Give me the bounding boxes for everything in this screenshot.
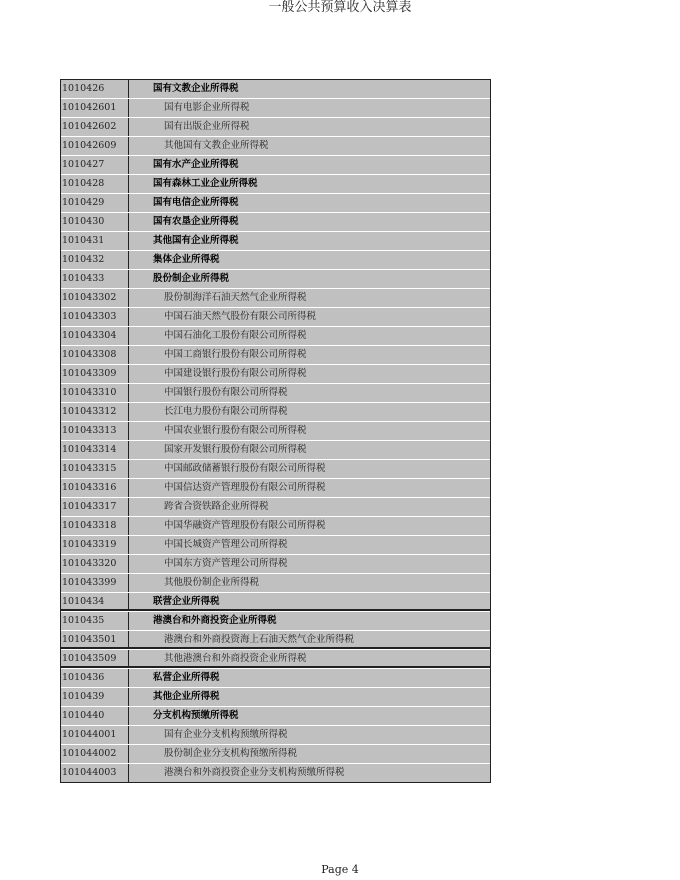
row-code: 101042602 (60, 118, 129, 137)
row-name: 股份制企业所得税 (129, 270, 492, 289)
page-title: 一般公共预算收入决算表 (268, 0, 412, 15)
row-name: 中国石油化工股份有限公司所得税 (129, 327, 492, 346)
row-code: 1010427 (60, 156, 129, 175)
row-name: 中国石油天然气股份有限公司所得税 (129, 308, 492, 327)
row-name: 中国建设银行股份有限公司所得税 (129, 365, 492, 384)
table-row (60, 156, 491, 175)
section-divider (60, 609, 491, 611)
row-name: 中国银行股份有限公司所得税 (129, 384, 492, 403)
table-row (60, 555, 491, 574)
table-row (60, 384, 491, 403)
row-name: 中国东方资产管理公司所得税 (129, 555, 492, 574)
table-row (60, 365, 491, 384)
table-row (60, 517, 491, 536)
row-code: 101043304 (60, 327, 129, 346)
row-name: 其他企业所得税 (129, 688, 492, 707)
table-row (60, 669, 491, 688)
table-row (60, 536, 491, 555)
row-code: 1010439 (60, 688, 129, 707)
row-name: 国家开发银行股份有限公司所得税 (129, 441, 492, 460)
row-name: 私营企业所得税 (129, 669, 492, 688)
row-code: 101043312 (60, 403, 129, 422)
row-name: 集体企业所得税 (129, 251, 492, 270)
table-row (60, 707, 491, 726)
row-name: 联营企业所得税 (129, 593, 492, 612)
row-name: 中国农业银行股份有限公司所得税 (129, 422, 492, 441)
row-code: 101042601 (60, 99, 129, 118)
table-row (60, 688, 491, 707)
table-row (60, 498, 491, 517)
table-row (60, 194, 491, 213)
page-number: Page 4 (321, 863, 359, 876)
row-code: 101043310 (60, 384, 129, 403)
row-name: 其他港澳台和外商投资企业所得税 (129, 650, 492, 669)
table-row (60, 574, 491, 593)
row-name: 国有电信企业所得税 (129, 194, 492, 213)
row-name: 国有农垦企业所得税 (129, 213, 492, 232)
row-code: 101043319 (60, 536, 129, 555)
row-code: 101043309 (60, 365, 129, 384)
row-name: 港澳台和外商投资企业分支机构预缴所得税 (129, 764, 492, 783)
section-divider (60, 647, 491, 649)
row-code: 101044001 (60, 726, 129, 745)
row-name: 其他国有文教企业所得税 (129, 137, 492, 156)
section-divider (60, 666, 491, 668)
row-name: 长江电力股份有限公司所得税 (129, 403, 492, 422)
row-code: 101043317 (60, 498, 129, 517)
row-name: 股份制企业分支机构预缴所得税 (129, 745, 492, 764)
row-code: 101043303 (60, 308, 129, 327)
row-code: 101042609 (60, 137, 129, 156)
row-code: 101043302 (60, 289, 129, 308)
row-name: 国有出版企业所得税 (129, 118, 492, 137)
table-row (60, 270, 491, 289)
row-code: 1010440 (60, 707, 129, 726)
row-code: 1010436 (60, 669, 129, 688)
row-name: 其他国有企业所得税 (129, 232, 492, 251)
row-name: 国有文教企业所得税 (129, 80, 492, 99)
row-name: 中国工商银行股份有限公司所得税 (129, 346, 492, 365)
table-row (60, 441, 491, 460)
row-name: 国有森林工业企业所得税 (129, 175, 492, 194)
table-row (60, 422, 491, 441)
table-row (60, 726, 491, 745)
row-code: 1010430 (60, 213, 129, 232)
table-row (60, 764, 491, 783)
table-row (60, 745, 491, 764)
table-row (60, 80, 491, 99)
row-code: 1010429 (60, 194, 129, 213)
row-code: 1010435 (60, 612, 129, 631)
row-code: 101043399 (60, 574, 129, 593)
row-name: 国有企业分支机构预缴所得税 (129, 726, 492, 745)
row-code: 101043314 (60, 441, 129, 460)
row-name: 其他股份制企业所得税 (129, 574, 492, 593)
row-code: 101044002 (60, 745, 129, 764)
row-name: 国有水产企业所得税 (129, 156, 492, 175)
table-row (60, 99, 491, 118)
row-name: 中国华融资产管理股份有限公司所得税 (129, 517, 492, 536)
table-row (60, 327, 491, 346)
row-name: 跨省合资铁路企业所得税 (129, 498, 492, 517)
budget-table (60, 79, 491, 783)
row-code: 101043320 (60, 555, 129, 574)
row-name: 港澳台和外商投资海上石油天然气企业所得税 (129, 631, 492, 650)
row-code: 1010434 (60, 593, 129, 612)
row-name: 股份制海洋石油天然气企业所得税 (129, 289, 492, 308)
table-row (60, 308, 491, 327)
table-row (60, 479, 491, 498)
row-code: 1010433 (60, 270, 129, 289)
row-code: 101043315 (60, 460, 129, 479)
row-code: 1010426 (60, 80, 129, 99)
row-code: 101043318 (60, 517, 129, 536)
row-code: 101043316 (60, 479, 129, 498)
row-code: 1010431 (60, 232, 129, 251)
row-code: 101043509 (60, 650, 129, 669)
table-row (60, 612, 491, 631)
table-row (60, 175, 491, 194)
row-code: 101044003 (60, 764, 129, 783)
row-code: 1010428 (60, 175, 129, 194)
table-row (60, 232, 491, 251)
table-row (60, 137, 491, 156)
row-name: 分支机构预缴所得税 (129, 707, 492, 726)
row-code: 101043313 (60, 422, 129, 441)
table-row (60, 251, 491, 270)
budget-table-body (60, 80, 491, 783)
row-name: 中国邮政储蓄银行股份有限公司所得税 (129, 460, 492, 479)
table-row (60, 213, 491, 232)
row-code: 101043308 (60, 346, 129, 365)
row-name: 港澳台和外商投资企业所得税 (129, 612, 492, 631)
table-row (60, 346, 491, 365)
row-name: 中国长城资产管理公司所得税 (129, 536, 492, 555)
row-code: 101043501 (60, 631, 129, 650)
row-name: 国有电影企业所得税 (129, 99, 492, 118)
table-row (60, 289, 491, 308)
table-row (60, 403, 491, 422)
table-row (60, 460, 491, 479)
row-name: 中国信达资产管理股份有限公司所得税 (129, 479, 492, 498)
table-row (60, 118, 491, 137)
row-code: 1010432 (60, 251, 129, 270)
